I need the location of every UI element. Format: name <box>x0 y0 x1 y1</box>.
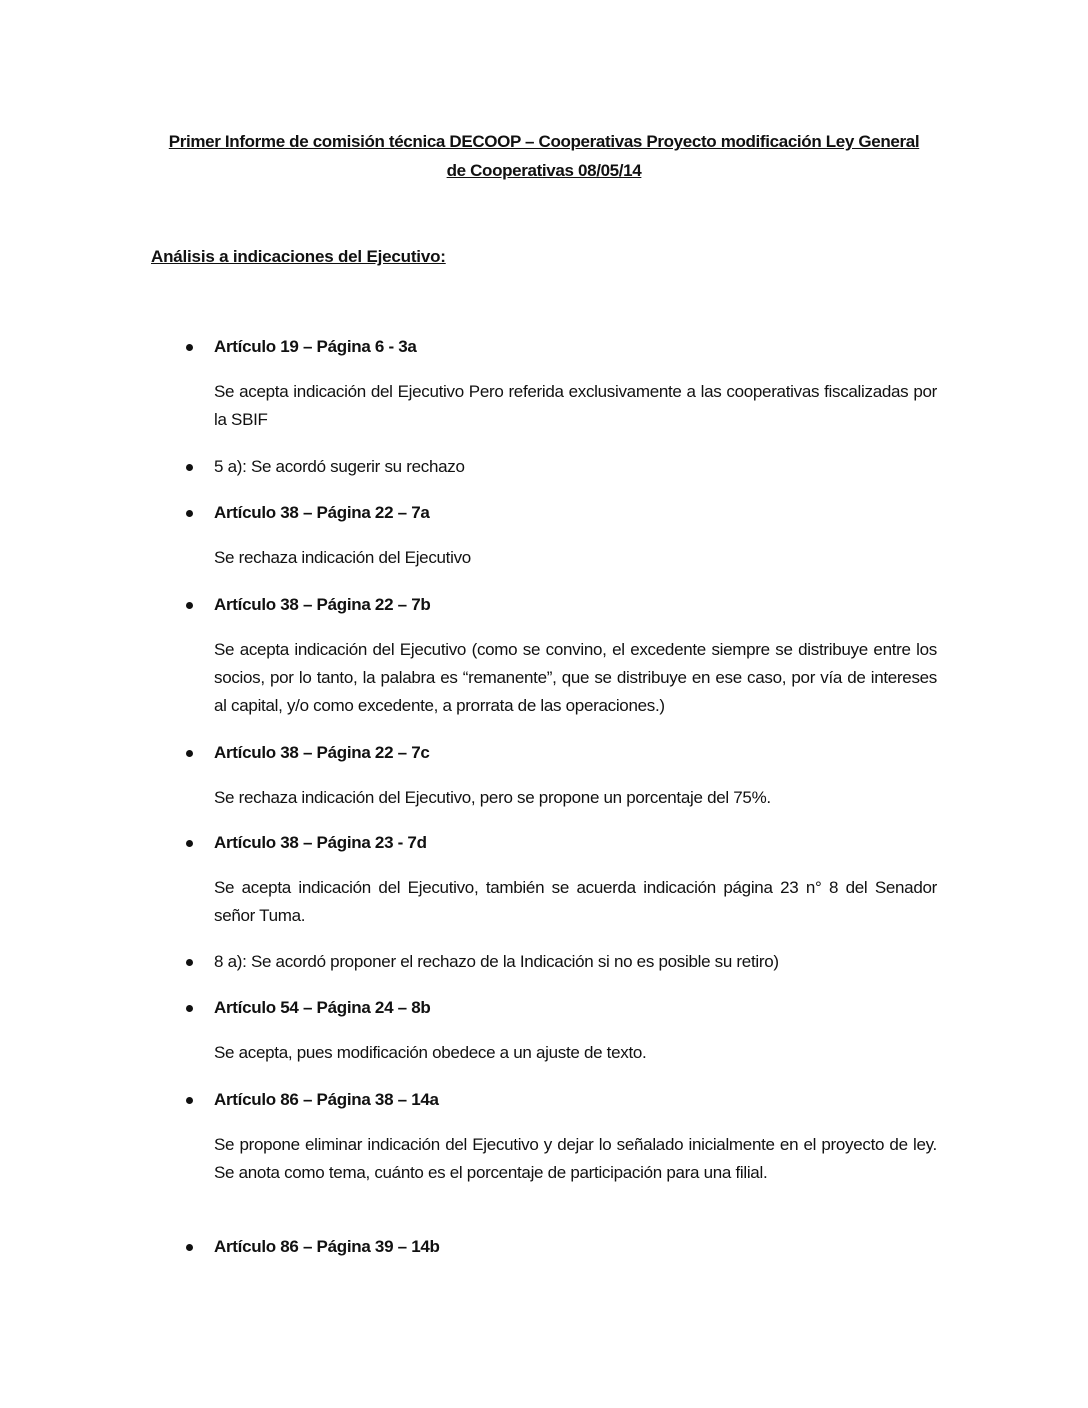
item-heading: Artículo 38 – Página 22 – 7a <box>214 503 430 522</box>
item-heading: Artículo 38 – Página 22 – 7b <box>214 595 431 614</box>
item-body: Se acepta indicación del Ejecutivo (como se convino, el excedente siempre se distribuye entre los socios, por lo tanto, la palabra es “remanente”, que se distribuye en ese caso, por vía de intereses al capital, y/o como excedente, a prorrata de las operaciones.) <box>214 640 937 715</box>
item-body: Se rechaza indicación del Ejecutivo <box>214 548 471 567</box>
item-heading: Artículo 19 – Página 6 - 3a <box>214 337 417 356</box>
bullet-icon <box>186 750 193 757</box>
item-body: Se propone eliminar indicación del Ejecutivo y dejar lo señalado inicialmente en el proyecto de ley. Se anota como tema, cuánto es el porcentaje de participación para una filial. <box>214 1135 937 1182</box>
section-heading: Análisis a indicaciones del Ejecutivo: <box>151 247 446 266</box>
bullet-icon <box>186 959 193 966</box>
item-heading: 5 a): Se acordó sugerir su rechazo <box>214 457 465 476</box>
item-body: Se rechaza indicación del Ejecutivo, pero se propone un porcentaje del 75%. <box>214 788 771 807</box>
bullet-icon <box>186 510 193 517</box>
title-line-1: Primer Informe de comisión técnica DECOOP – Cooperativas Proyecto modificación Ley General <box>168 132 920 151</box>
bullet-icon <box>186 1097 193 1104</box>
item-heading: Artículo 54 – Página 24 – 8b <box>214 998 431 1017</box>
bullet-icon <box>186 1005 193 1012</box>
item-body: Se acepta indicación del Ejecutivo, también se acuerda indicación página 23 n° 8 del Senador señor Tuma. <box>214 878 937 925</box>
bullet-icon <box>186 840 193 847</box>
item-heading: Artículo 86 – Página 38 – 14a <box>214 1090 439 1109</box>
document-title <box>150 127 938 185</box>
item-heading: Artículo 38 – Página 23 - 7d <box>214 833 427 852</box>
bullet-icon <box>186 464 193 471</box>
item-heading: Artículo 86 – Página 39 – 14b <box>214 1237 440 1256</box>
bullet-icon <box>186 344 193 351</box>
bullet-icon <box>186 602 193 609</box>
item-heading: Artículo 38 – Página 22 – 7c <box>214 743 430 762</box>
item-body: Se acepta, pues modificación obedece a un ajuste de texto. <box>214 1043 647 1062</box>
title-line-2: de Cooperativas 08/05/14 <box>446 161 642 180</box>
item-heading: 8 a): Se acordó proponer el rechazo de la Indicación si no es posible su retiro) <box>214 952 779 971</box>
bullet-icon <box>186 1244 193 1251</box>
item-body: Se acepta indicación del Ejecutivo Pero referida exclusivamente a las cooperativas fiscalizadas por la SBIF <box>214 382 937 429</box>
